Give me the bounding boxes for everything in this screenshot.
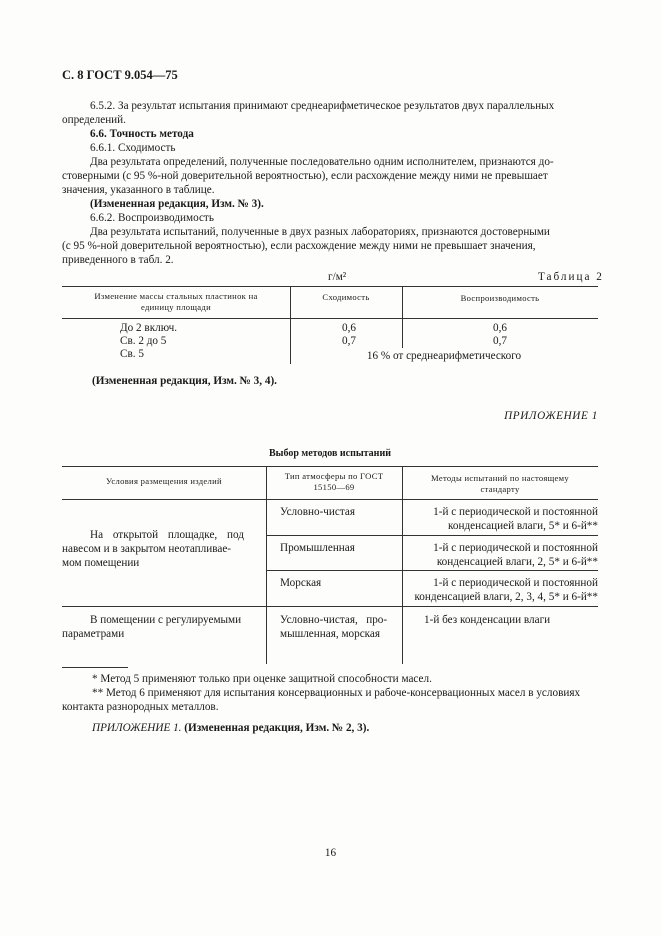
methods-group1-condition-line-1: На открытой площадке, под <box>90 529 244 541</box>
appendix-edition-note: ПРИЛОЖЕНИЕ 1. (Измененная редакция, Изм. № 2, 3). <box>92 722 370 734</box>
table2-row-2-convergence: 0,7 <box>342 335 356 347</box>
page-header: С. 8 ГОСТ 9.054—75 <box>62 68 178 82</box>
footnote-separator <box>62 667 128 668</box>
section-6-6-title: 6.6. Точность метода <box>90 128 194 140</box>
paragraph-6-6-2-line-3: приведенного в табл. 2. <box>62 254 174 266</box>
paragraph-6-6-2-line-1: Два результата испытаний, полученные в двух разных лабораториях, признаются достоверными <box>90 226 550 238</box>
paragraph-6-5-2-line-2: определений. <box>62 114 126 126</box>
methods-header-atmosphere: Тип атмосферы по ГОСТ 15150—69 <box>284 471 384 492</box>
table2-row-2-reproducibility: 0,7 <box>493 335 507 347</box>
table2-row-1-range: До 2 включ. <box>120 322 178 334</box>
paragraph-6-5-2-line-1: 6.5.2. За результат испытания принимают среднеарифметическое результатов двух параллельных <box>90 100 555 112</box>
page-number: 16 <box>324 847 337 859</box>
paragraph-6-6-1-line-1: Два результата определений, полученные последовательно одним исполнителем, признаются до- <box>90 156 554 168</box>
edition-note-3-4: (Измененная редакция, Изм. № 3, 4). <box>92 375 277 387</box>
methods-row-1-method: 1-й с периодической и постоянной конденсацией влаги, 5* и 6-й** <box>433 506 598 533</box>
section-6-6-1-title: 6.6.1. Сходимость <box>90 142 176 154</box>
appendix-title: Выбор методов испытаний <box>269 448 391 459</box>
table2-header-convergence: Сходимость <box>322 292 370 302</box>
paragraph-6-6-1-line-2: стоверными (с 95 %-ной доверительной вероятностью), если расхождение между ними не превышает <box>62 170 548 182</box>
table2-row-2-range: Св. 2 до 5 <box>120 335 167 347</box>
paragraph-6-6-1-line-3: значения, указанного в таблице. <box>62 184 215 196</box>
table2-row-1-reproducibility: 0,6 <box>493 322 507 334</box>
methods-header-conditions: Условия размещения изделий <box>106 476 222 486</box>
table2-row-1-convergence: 0,6 <box>342 322 356 334</box>
methods-group2-atmosphere-line-1: Условно-чистая, про- <box>280 614 388 626</box>
table2-row-3-range: Св. 5 <box>120 348 144 360</box>
methods-row-1-atmosphere: Условно-чистая <box>280 506 356 518</box>
section-6-6-2-title: 6.6.2. Воспроизводимость <box>90 212 214 224</box>
methods-group2-method: 1-й без конденсации влаги <box>424 614 551 626</box>
footnote-1: * Метод 5 применяют только при оценке защитной способности масел. <box>92 673 432 685</box>
methods-group2-condition-line-1: В помещении с регулируемыми <box>90 614 242 626</box>
table2-row-3-merged: 16 % от среднеарифметического <box>366 350 522 362</box>
methods-group2-atmosphere-line-2: мышленная, морская <box>280 628 381 640</box>
methods-group1-condition-line-3: мом помещении <box>62 557 140 569</box>
methods-row-2-atmosphere: Промышленная <box>280 542 355 554</box>
methods-row-3-method: 1-й с периодической и постоянной конденсацией влаги, 2, 3, 4, 5* и 6-й** <box>414 577 598 604</box>
paragraph-6-6-2-line-2: (с 95 %-ной доверительной вероятностью), если расхождение между ними не превышает значения, <box>62 240 536 252</box>
appendix-label: ПРИЛОЖЕНИЕ 1 <box>504 410 598 422</box>
edition-note-3: (Измененная редакция, Изм. № 3). <box>90 198 264 210</box>
methods-row-2-method: 1-й с периодической и постоянной конденсацией влаги, 2, 5* и 6-й** <box>433 542 598 569</box>
table2-caption: Таблица 2 <box>538 271 604 283</box>
methods-header-methods: Методы испытаний по настоящему стандарту <box>431 473 569 494</box>
footnote-2-line-1: ** Метод 6 применяют для испытания консервационных и рабоче-консервационных масел в условиях <box>92 687 581 699</box>
methods-group2-condition-line-2: параметрами <box>62 628 125 640</box>
table2-header-reproducibility: Воспроизводимость <box>460 293 540 303</box>
footnote-2-line-2: контакта разнородных металлов. <box>62 701 219 713</box>
methods-group1-condition-line-2: навесом и в закрытом неотапливае- <box>62 543 232 555</box>
table2-unit: г/м² <box>328 271 347 283</box>
methods-row-3-atmosphere: Морская <box>280 577 322 589</box>
table2-header-mass: Изменение массы стальных пластинок на единицу площади <box>94 291 258 312</box>
